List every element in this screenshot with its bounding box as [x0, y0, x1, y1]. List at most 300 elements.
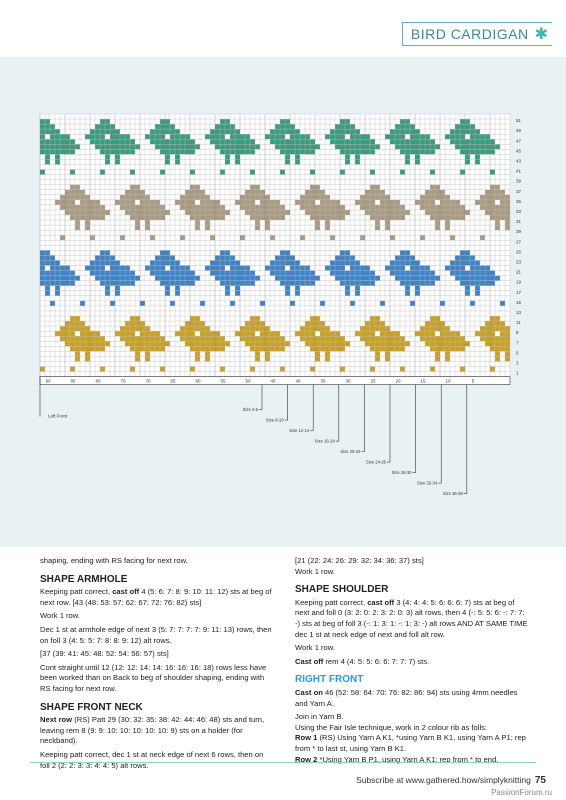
motif-stitch	[370, 149, 375, 154]
motif-stitch	[150, 134, 155, 139]
motif-stitch	[435, 341, 440, 346]
motif-stitch	[75, 336, 80, 341]
intro-work-row: Work 1 row.	[295, 566, 335, 576]
motif-stitch	[435, 190, 440, 195]
motif-stitch	[95, 205, 100, 210]
motif-stitch	[250, 139, 255, 144]
motif-stitch	[330, 336, 335, 341]
motif-stitch	[395, 346, 400, 351]
motif-stitch	[290, 134, 295, 139]
motif-stitch	[310, 215, 315, 220]
motif-stitch	[105, 124, 110, 129]
motif-stitch	[500, 205, 505, 210]
motif-stitch	[95, 124, 100, 129]
motif-stitch	[190, 336, 195, 341]
motif-stitch	[210, 331, 215, 336]
motif-stitch	[435, 144, 440, 149]
row-label: 49	[516, 128, 522, 134]
motif-stitch	[355, 149, 360, 154]
motif-stitch	[85, 351, 90, 356]
motif-stitch	[245, 281, 250, 286]
motif-stitch	[225, 260, 230, 265]
motif-stitch	[405, 260, 410, 265]
motif-stitch	[65, 144, 70, 149]
motif-stitch	[100, 149, 105, 154]
motif-stitch	[55, 149, 60, 154]
motif-stitch	[415, 200, 420, 205]
motif-stitch	[340, 281, 345, 286]
motif-stitch	[355, 266, 360, 271]
motif-stitch	[110, 149, 115, 154]
motif-stitch	[500, 190, 505, 195]
motif-stitch	[425, 331, 430, 336]
motif-stitch	[105, 291, 110, 296]
motif-stitch	[185, 134, 190, 139]
motif-stitch	[485, 134, 490, 139]
motif-stitch	[160, 124, 165, 129]
motif-stitch	[415, 149, 420, 154]
motif-stitch	[365, 276, 370, 281]
motif-stitch	[395, 260, 400, 265]
row-label: 27	[516, 239, 522, 245]
motif-stitch	[140, 195, 145, 200]
motif-stitch	[215, 336, 220, 341]
motif-stitch	[130, 190, 135, 195]
motif-stitch	[100, 119, 105, 124]
motif-stitch	[80, 346, 85, 351]
motif-stitch	[505, 351, 510, 356]
motif-stitch	[475, 260, 480, 265]
motif-stitch	[455, 134, 460, 139]
motif-stitch	[75, 195, 80, 200]
motif-stitch	[495, 215, 500, 220]
motif-stitch	[500, 321, 505, 326]
motif-stitch	[175, 286, 180, 291]
motif-stitch	[300, 276, 305, 281]
motif-stitch	[375, 346, 380, 351]
motif-stitch	[365, 281, 370, 286]
motif-stitch	[445, 220, 450, 225]
motif-stitch	[165, 139, 170, 144]
motif-stitch	[125, 321, 130, 326]
motif-stitch	[375, 336, 380, 341]
motif-stitch	[110, 129, 115, 134]
motif-stitch	[160, 205, 165, 210]
motif-stitch	[180, 281, 185, 286]
motif-stitch	[435, 346, 440, 351]
motif-stitch	[155, 271, 160, 276]
motif-stitch	[220, 255, 225, 260]
motif-stitch	[475, 139, 480, 144]
motif-stitch	[450, 341, 455, 346]
motif-stitch	[400, 129, 405, 134]
motif-stitch	[370, 276, 375, 281]
motif-stitch	[290, 266, 295, 271]
motif-stitch	[275, 124, 280, 129]
motif-stitch	[440, 195, 445, 200]
motif-stitch	[340, 266, 345, 271]
motif-stitch	[465, 276, 470, 281]
motif-stitch	[110, 271, 115, 276]
motif-stitch	[275, 210, 280, 215]
motif-stitch	[245, 149, 250, 154]
motif-stitch	[295, 134, 300, 139]
footer-divider	[30, 762, 536, 763]
motif-stitch	[265, 266, 270, 271]
motif-stitch	[185, 271, 190, 276]
motif-stitch	[300, 271, 305, 276]
motif-stitch	[390, 271, 395, 276]
motif-stitch	[500, 341, 505, 346]
motif-stitch	[490, 281, 495, 286]
motif-stitch	[110, 139, 115, 144]
dot-stitch	[140, 301, 145, 306]
motif-stitch	[190, 346, 195, 351]
column-label: 55	[220, 378, 226, 384]
motif-stitch	[495, 144, 500, 149]
motif-stitch	[210, 139, 215, 144]
motif-stitch	[220, 144, 225, 149]
motif-stitch	[455, 346, 460, 351]
motif-stitch	[425, 210, 430, 215]
motif-stitch	[120, 200, 125, 205]
motif-stitch	[125, 195, 130, 200]
motif-stitch	[375, 276, 380, 281]
motif-stitch	[415, 154, 420, 159]
motif-stitch	[490, 331, 495, 336]
motif-stitch	[310, 195, 315, 200]
motif-stitch	[370, 316, 375, 321]
motif-stitch	[500, 336, 505, 341]
column-label: 30	[345, 378, 351, 384]
dot-stitch	[320, 301, 325, 306]
motif-stitch	[45, 255, 50, 260]
motif-stitch	[280, 144, 285, 149]
motif-stitch	[205, 266, 210, 271]
row-label: 45	[516, 148, 522, 154]
motif-stitch	[160, 271, 165, 276]
motif-stitch	[130, 276, 135, 281]
dot-stitch	[300, 235, 305, 240]
motif-stitch	[190, 190, 195, 195]
motif-stitch	[280, 266, 285, 271]
heading-shape-shoulder: SHAPE SHOULDER	[295, 584, 389, 596]
motif-stitch	[265, 195, 270, 200]
motif-stitch	[245, 326, 250, 331]
motif-stitch	[245, 195, 250, 200]
motif-stitch	[355, 281, 360, 286]
motif-stitch	[310, 336, 315, 341]
motif-stitch	[405, 144, 410, 149]
motif-stitch	[155, 139, 160, 144]
motif-stitch	[220, 336, 225, 341]
motif-stitch	[295, 159, 300, 164]
motif-stitch	[205, 220, 210, 225]
motif-stitch	[425, 321, 430, 326]
motif-stitch	[185, 210, 190, 215]
motif-stitch	[460, 271, 465, 276]
motif-stitch	[170, 281, 175, 286]
motif-stitch	[285, 291, 290, 296]
motif-stitch	[270, 134, 275, 139]
motif-stitch	[215, 215, 220, 220]
motif-stitch	[325, 134, 330, 139]
motif-stitch	[355, 129, 360, 134]
motif-stitch	[255, 316, 260, 321]
motif-stitch	[70, 341, 75, 346]
motif-stitch	[235, 271, 240, 276]
motif-stitch	[155, 200, 160, 205]
row-label: 3	[516, 360, 519, 366]
motif-stitch	[360, 139, 365, 144]
motif-stitch	[140, 346, 145, 351]
motif-stitch	[435, 326, 440, 331]
motif-stitch	[95, 341, 100, 346]
motif-stitch	[420, 326, 425, 331]
motif-stitch	[235, 276, 240, 281]
motif-stitch	[40, 281, 45, 286]
motif-stitch	[90, 336, 95, 341]
motif-stitch	[340, 139, 345, 144]
motif-stitch	[130, 210, 135, 215]
motif-stitch	[485, 336, 490, 341]
motif-stitch	[430, 271, 435, 276]
motif-stitch	[310, 185, 315, 190]
motif-stitch	[40, 124, 45, 129]
motif-stitch	[235, 134, 240, 139]
motif-stitch	[340, 346, 345, 351]
dot-stitch	[350, 301, 355, 306]
motif-stitch	[315, 144, 320, 149]
motif-stitch	[75, 356, 80, 361]
motif-stitch	[225, 281, 230, 286]
motif-stitch	[210, 134, 215, 139]
motif-stitch	[410, 149, 415, 154]
motif-stitch	[50, 266, 55, 271]
motif-stitch	[100, 210, 105, 215]
motif-stitch	[390, 205, 395, 210]
motif-stitch	[415, 276, 420, 281]
motif-stitch	[505, 215, 510, 220]
motif-stitch	[55, 276, 60, 281]
motif-stitch	[140, 321, 145, 326]
dot-stitch	[110, 301, 115, 306]
motif-stitch	[405, 276, 410, 281]
motif-stitch	[200, 346, 205, 351]
armhole-step-2: Work 1 row.	[40, 611, 80, 621]
motif-stitch	[155, 144, 160, 149]
motif-stitch	[190, 316, 195, 321]
motif-stitch	[195, 276, 200, 281]
motif-stitch	[215, 331, 220, 336]
motif-stitch	[165, 276, 170, 281]
motif-stitch	[240, 336, 245, 341]
motif-stitch	[100, 205, 105, 210]
motif-stitch	[435, 215, 440, 220]
motif-stitch	[165, 286, 170, 291]
motif-stitch	[320, 195, 325, 200]
motif-stitch	[425, 271, 430, 276]
motif-stitch	[335, 144, 340, 149]
motif-stitch	[55, 200, 60, 205]
motif-stitch	[90, 346, 95, 351]
motif-stitch	[155, 331, 160, 336]
motif-stitch	[285, 144, 290, 149]
motif-stitch	[405, 154, 410, 159]
motif-stitch	[415, 260, 420, 265]
motif-stitch	[150, 215, 155, 220]
motif-stitch	[440, 205, 445, 210]
motif-stitch	[215, 144, 220, 149]
motif-stitch	[435, 225, 440, 230]
motif-stitch	[90, 331, 95, 336]
motif-stitch	[185, 341, 190, 346]
motif-stitch	[65, 271, 70, 276]
motif-stitch	[145, 351, 150, 356]
motif-stitch	[460, 149, 465, 154]
motif-stitch	[225, 276, 230, 281]
motif-stitch	[330, 341, 335, 346]
motif-stitch	[75, 346, 80, 351]
motif-stitch	[365, 321, 370, 326]
dot-stitch	[280, 367, 285, 372]
motif-stitch	[50, 271, 55, 276]
motif-stitch	[450, 210, 455, 215]
motif-stitch	[110, 124, 115, 129]
motif-stitch	[75, 215, 80, 220]
motif-stitch	[75, 220, 80, 225]
motif-stitch	[220, 341, 225, 346]
motif-stitch	[205, 331, 210, 336]
motif-stitch	[335, 276, 340, 281]
motif-stitch	[70, 316, 75, 321]
motif-stitch	[85, 356, 90, 361]
motif-stitch	[385, 205, 390, 210]
motif-stitch	[340, 336, 345, 341]
motif-stitch	[430, 200, 435, 205]
motif-stitch	[375, 210, 380, 215]
motif-stitch	[420, 266, 425, 271]
motif-stitch	[65, 139, 70, 144]
row-label: 35	[516, 198, 522, 204]
motif-stitch	[335, 255, 340, 260]
motif-stitch	[345, 119, 350, 124]
motif-stitch	[355, 271, 360, 276]
motif-stitch	[375, 341, 380, 346]
motif-stitch	[60, 281, 65, 286]
motif-stitch	[335, 200, 340, 205]
motif-stitch	[375, 190, 380, 195]
motif-stitch	[455, 129, 460, 134]
motif-stitch	[250, 205, 255, 210]
motif-stitch	[135, 220, 140, 225]
size-label: Size 32-34	[417, 480, 438, 486]
motif-stitch	[175, 154, 180, 159]
motif-stitch	[220, 346, 225, 351]
motif-stitch	[275, 331, 280, 336]
motif-stitch	[155, 336, 160, 341]
motif-stitch	[180, 134, 185, 139]
motif-stitch	[60, 326, 65, 331]
motif-stitch	[310, 281, 315, 286]
motif-stitch	[385, 195, 390, 200]
motif-stitch	[355, 276, 360, 281]
motif-stitch	[290, 149, 295, 154]
motif-stitch	[230, 271, 235, 276]
motif-stitch	[205, 326, 210, 331]
motif-stitch	[210, 210, 215, 215]
motif-stitch	[405, 271, 410, 276]
row-label: 11	[516, 320, 521, 326]
motif-stitch	[415, 129, 420, 134]
motif-stitch	[105, 154, 110, 159]
motif-stitch	[220, 260, 225, 265]
motif-stitch	[75, 185, 80, 190]
motif-stitch	[415, 139, 420, 144]
row-label: 41	[516, 168, 522, 174]
motif-stitch	[250, 210, 255, 215]
motif-stitch	[215, 129, 220, 134]
dot-stitch	[70, 170, 75, 175]
motif-stitch	[400, 255, 405, 260]
motif-stitch	[200, 336, 205, 341]
motif-stitch	[50, 255, 55, 260]
motif-stitch	[115, 281, 120, 286]
motif-stitch	[360, 276, 365, 281]
motif-stitch	[340, 129, 345, 134]
motif-stitch	[145, 346, 150, 351]
motif-stitch	[40, 119, 45, 124]
motif-stitch	[400, 119, 405, 124]
motif-stitch	[270, 271, 275, 276]
motif-stitch	[275, 341, 280, 346]
motif-stitch	[165, 119, 170, 124]
motif-stitch	[105, 271, 110, 276]
motif-stitch	[135, 190, 140, 195]
motif-stitch	[275, 215, 280, 220]
motif-stitch	[260, 331, 265, 336]
motif-stitch	[360, 144, 365, 149]
motif-stitch	[460, 124, 465, 129]
motif-stitch	[410, 124, 415, 129]
motif-stitch	[350, 129, 355, 134]
motif-stitch	[470, 149, 475, 154]
motif-stitch	[475, 159, 480, 164]
motif-stitch	[150, 210, 155, 215]
heading-shape-front-neck: SHAPE FRONT NECK	[40, 701, 143, 713]
motif-stitch	[400, 276, 405, 281]
dot-stitch	[260, 301, 265, 306]
motif-stitch	[160, 281, 165, 286]
motif-stitch	[315, 190, 320, 195]
motif-stitch	[380, 215, 385, 220]
motif-stitch	[325, 266, 330, 271]
motif-stitch	[495, 190, 500, 195]
motif-stitch	[120, 266, 125, 271]
motif-stitch	[325, 346, 330, 351]
motif-stitch	[490, 185, 495, 190]
motif-stitch	[70, 200, 75, 205]
motif-stitch	[310, 276, 315, 281]
motif-stitch	[295, 291, 300, 296]
motif-stitch	[40, 149, 45, 154]
motif-stitch	[210, 336, 215, 341]
motif-stitch	[310, 149, 315, 154]
subscribe-link[interactable]: Subscribe at www.gathered.how/simplyknitting	[356, 775, 531, 785]
motif-stitch	[70, 149, 75, 154]
motif-stitch	[470, 255, 475, 260]
motif-stitch	[480, 336, 485, 341]
